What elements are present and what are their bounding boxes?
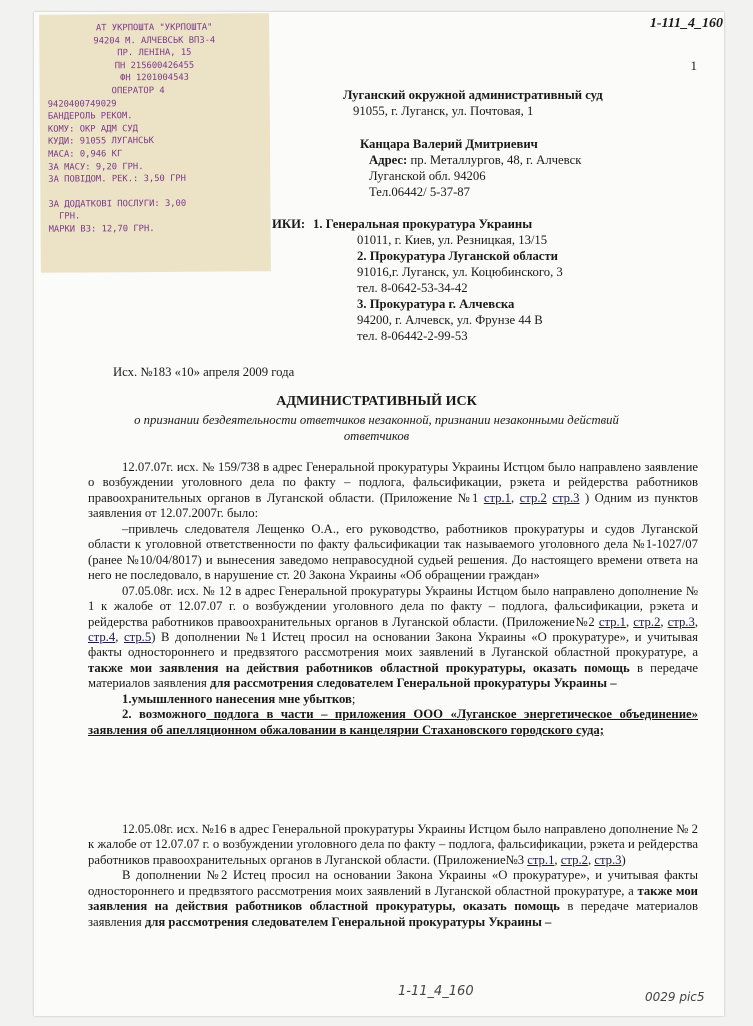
stamp-operator: ОПЕРАТОР 4	[111, 85, 165, 97]
handwritten-code: 1-11_4_160	[398, 984, 474, 999]
handwritten-note: 0029 pic5	[645, 990, 705, 1004]
paragraph-text: 07.05.08г. исх. № 12 в адрес Генеральной прокуратуры Украины Истцом было направлено дополнение № 1 к жалобе от 12.07.07 г. о возбуждении уголовного дела по факту – подлога, фальсификации, рэкета и рейдерства работников правоохранительных органов в Луганской области. (Приложение№2	[88, 583, 698, 629]
paragraph-text: 12.07.07г. исх. № 159/738 в адрес Генеральной прокуратуры Украины Истцом было направлено заявление о возбуждении уголовного дела по факту – подлога, фальсификации, рэкета и рейдерства работников правоохранительных органов в Луганской области. (Приложение №1	[88, 460, 698, 505]
postal-receipt-stamp	[39, 13, 271, 273]
plaintiff-phone: Тел.06442/ 5-37-87	[369, 185, 470, 199]
paragraph-text: в передаче материалов заявления	[88, 899, 698, 929]
attachment-link[interactable]: стр.3	[594, 852, 622, 867]
plaintiff-address	[369, 153, 581, 169]
list-text: 1.умышленного нанесения мне убытков	[122, 691, 352, 706]
paragraph-tail: ) В дополнении №1 Истец просил на основании Закона Украины «О прокуратуре», и учитывая факты одностороннего и предвзятого рассмотрения моих заявлений в Луганской областной прокуратуре, а	[88, 629, 698, 660]
paragraph-2: –привлечь следователя Лещенко О.А., его руководство, работников прокуратуры и судов Луганской области к уголовной ответственности по факту фальсификации так называемого уголовного дела №1-1027/07 (ранее №10/04/8017) и вынесения заведомо неправосудной судьей решения. До настоящего времени ответа на него не последовало, в нарушение ст. 20 Закона Украины «Об обращении граждан»	[88, 521, 698, 583]
paragraph-text: в передаче материалов заявления	[88, 660, 699, 691]
plaintiff-address-2: Луганской обл. 94206	[369, 169, 486, 183]
list-item-2	[88, 707, 698, 738]
attachment-link[interactable]: стр.1	[483, 490, 512, 505]
list-text: ;	[351, 691, 356, 706]
court-address: 91055, г. Луганск, ул. Почтовая, 1	[353, 104, 534, 118]
attachment-link[interactable]: стр.3	[552, 490, 580, 505]
paragraph-5	[88, 868, 698, 930]
stamp-line: 9420400749029	[47, 98, 117, 110]
stamp-line: 94204 М. АЛЧЕВСЬК ВПЗ-4	[93, 35, 216, 47]
defendant-1-name: 1. Генеральная прокуратура Украины	[313, 217, 533, 231]
list-text: возможного	[139, 707, 207, 722]
attachment-link[interactable]: стр.3	[667, 614, 695, 629]
document-subtitle	[0, 412, 753, 444]
list-number: 2.	[122, 707, 140, 722]
defendant-3-phone: тел. 8-06442-2-99-53	[357, 329, 468, 343]
document-title: АДМИНИСТРАТИВНЫЙ ИСК	[276, 394, 477, 409]
bold-text: также мои заявления на действия работников областной прокуратуры, оказать помощь	[88, 660, 630, 675]
stamp-line: ПР. ЛЕНІНА, 15	[117, 47, 192, 59]
stamp-line: КОМУ: ОКР АДМ СУД	[47, 123, 138, 135]
address-label: Адрес:	[369, 153, 408, 167]
document-body-part-1	[88, 460, 698, 738]
defendant-3-name: 3. Прокуратура г. Алчевска	[357, 297, 515, 311]
defendant-1-address: 01011, г. Киев, ул. Резницкая, 13/15	[357, 233, 548, 247]
attachment-link[interactable]: стр.2	[633, 614, 661, 629]
defendant-3-address: 94200, г. Алчевск, ул. Фрунзе 44 В	[357, 313, 543, 327]
stamp-line: КУДИ: 91055 ЛУГАНСЬК	[47, 136, 154, 148]
stamp-line: БАНДЕРОЛЬ РЕКОМ.	[47, 111, 133, 122]
defendant-2-address: 91016,г. Луганск, ул. Коцюбинского, 3	[357, 265, 563, 279]
court-name: Луганский окружной административный суд	[343, 88, 603, 102]
attachment-link[interactable]: стр.1	[598, 614, 627, 629]
page-number: 1	[690, 58, 697, 73]
stamp-line: ЗА ДОДАТКОВІ ПОСЛУГИ: 3,00	[48, 198, 187, 210]
plaintiff-name: Канцара Валерий Дмитриевич	[360, 137, 538, 151]
paragraph-tail: )	[621, 852, 626, 867]
attachment-link[interactable]: стр.2	[519, 490, 547, 505]
stamp-line: АТ УКРПОШТА "УКРПОШТА"	[95, 22, 213, 34]
stamp-line: ПН 215600426455	[114, 60, 195, 72]
attachment-link[interactable]: стр.4	[88, 629, 116, 644]
paragraph-text: 12.05.08г. исх. №16 в адрес Генеральной прокуратуры Украины Истцом было направлено дополнение № 2 к жалобе от 12.07.07 г. о возбуждении уголовного дела по факту – подлога, фальсификации, рэкета и рейдерства работников правоохранительных органов в Луганской области. (Приложение№3	[88, 822, 698, 867]
defendant-2-phone: тел. 8-0642-53-34-42	[357, 281, 468, 295]
list-text-underlined: подлога в части – приложения ООО «Луганское энергетическое объединение» заявления об апелляционном обжаловании в канцелярии Стахановского городского суда;	[88, 707, 698, 737]
attachment-link[interactable]: стр.5	[124, 629, 152, 644]
list-item-1	[88, 692, 698, 707]
subtitle-line-2: ответчиков	[343, 429, 410, 443]
bold-text: для рассмотрения следователем Генеральной прокуратуры Украины –	[210, 676, 617, 691]
bold-text: для рассмотрения следователем Генеральной прокуратуры Украины –	[144, 914, 552, 929]
stamp-line: ЗА ПОВІДОМ. РЕК.: 3,50 ГРН	[48, 173, 186, 185]
bold-text: также мои заявления на действия работников областной прокуратуры, оказать помощь	[88, 883, 698, 914]
stamp-line: ЗА МАСУ: 9,20 ГРН.	[48, 161, 144, 173]
paragraph-text: В дополнении №2 Истец просил на основании Закона Украины «О прокуратуре», и учитывая факты одностороннего и предвзятого рассмотрения моих заявлений в Луганской областной прокуратуре, а	[88, 868, 698, 898]
attachment-link[interactable]: стр.2	[560, 852, 588, 867]
stamp-line: ФН 1201004543	[120, 73, 190, 84]
paragraph-4: 12.05.08г. исх. №16 в адрес Генеральной прокуратуры Украины Истцом было направлено дополнение № 2 к жалобе от 12.07.07 г. о возбуждении уголовного дела по факту – подлога, фальсификации, рэкета и рейдерства работников правоохранительных органов в Луганской области. (Приложение№3 стр.1, стр.2, стр.3)	[88, 822, 698, 867]
stamp-line: МАРКИ ВЗ: 12,70 ГРН.	[48, 223, 155, 235]
subtitle-line-1: о признании бездеятельности ответчиков незаконной, признании незаконными действий	[134, 413, 619, 427]
defendant-2-name: 2. Прокуратура Луганской области	[357, 249, 558, 263]
document-code: 1-111_4_160	[649, 16, 723, 31]
paragraph-tail: ) Одним из пунктов заявления от 12.07.2007г. было:	[88, 490, 699, 521]
stamp-line: МАСА: 0,946 КГ	[48, 149, 123, 160]
paragraph-3: 07.05.08г. исх. № 12 в адрес Генеральной прокуратуры Украины Истцом было направлено дополнение № 1 к жалобе от 12.07.07 г. о возбуждении уголовного дела по факту – подлога, фальсификации, рэкета и рейдерства работников правоохранительных органов в Луганской области. (Приложение№2 стр.1, стр.2, стр.3, стр.4, стр.5) В дополнении №1 Истец просил на основании Закона Украины «О прокуратуре», и учитывая факты одностороннего и предвзятого рассмотрения моих заявлений в Луганской областной прокуратуре, а также мои заявления на действия работников областной прокуратуры, оказать помощь в передаче материалов заявления для рассмотрения следователем Генеральной прокуратуры Украины –	[88, 583, 699, 691]
attachment-link[interactable]: стр.1	[527, 852, 555, 867]
address-line-1: пр. Металлургов, 48, г. Алчевск	[407, 153, 582, 167]
document-body-part-2	[88, 822, 698, 930]
defendants-prefix: ИКИ:	[272, 217, 306, 231]
outgoing-number: Исх. №183 «10» апреля 2009 года	[113, 365, 295, 379]
stamp-line: ГРН.	[48, 211, 81, 223]
paragraph-1: 12.07.07г. исх. № 159/738 в адрес Генеральной прокуратуры Украины Истцом было направлено заявление о возбуждении уголовного дела по факту – подлога, фальсификации, рэкета и рейдерства работников правоохранительных органов в Луганской области. (Приложение №1 стр.1, стр.2 стр.3 ) Одним из пунктов заявления от 12.07.2007г. было:	[88, 460, 699, 521]
